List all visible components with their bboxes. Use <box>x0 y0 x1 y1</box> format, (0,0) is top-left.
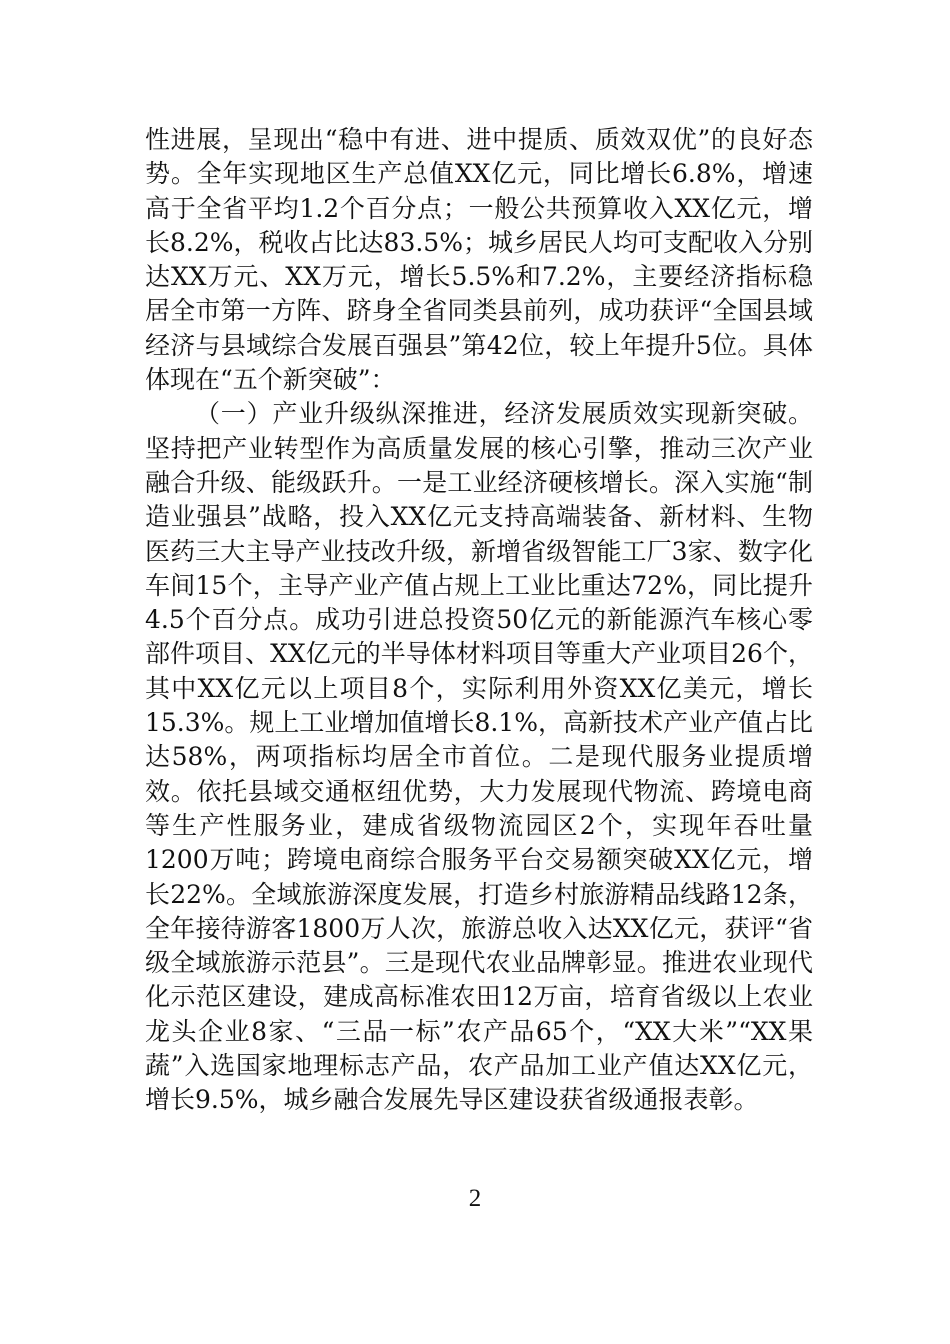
paragraph-intro: 性进展，呈现出“稳中有进、进中提质、质效双优”的良好态势。全年实现地区生产总值XX亿元，同比增长6.8%，增速高于全省平均1.2个百分点；一般公共预算收入XX亿元，增长8.2%，税收占比达83.5%；城乡居民人均可支配收入分别达XX万元、XX万元，增长5.5%和7.2%，主要经济指标稳居全市第一方阵、跻身全省同类县前列，成功获评“全国县域经济与县域综合发展百强县”第42位，较上年提升5位。具体体现在“五个新突破”： <box>145 125 813 395</box>
page-number: 2 <box>468 1185 482 1212</box>
body-text <box>145 123 813 1118</box>
paragraph-industry-upgrade: （一）产业升级纵深推进，经济发展质效实现新突破。坚持把产业转型作为高质量发展的核心引擎，推动三次产业融合升级、能级跃升。一是工业经济硬核增长。深入实施“制造业强县”战略，投入XX亿元支持高端装备、新材料、生物医药三大主导产业技改升级，新增省级智能工厂3家、数字化车间15个，主导产业产值占规上工业比重达72%，同比提升4.5个百分点。成功引进总投资50亿元的新能源汽车核心零部件项目、XX亿元的半导体材料项目等重大产业项目26个，其中XX亿元以上项目8个，实际利用外资XX亿美元，增长15.3%。规上工业增加值增长8.1%，高新技术产业产值占比达58%，两项指标均居全市首位。二是现代服务业提质增效。依托县域交通枢纽优势，大力发展现代物流、跨境电商等生产性服务业，建成省级物流园区2个，实现年吞吐量1200万吨；跨境电商综合服务平台交易额突破XX亿元，增长22%。全域旅游深度发展，打造乡村旅游精品线路12条，全年接待游客1800万人次，旅游总收入达XX亿元，获评“省级全域旅游示范县”。三是现代农业品牌彰显。推进农业现代化示范区建设，建成高标准农田12万亩，培育省级以上农业龙头企业8家、“三品一标”农产品65个，“XX大米”“XX果蔬”入选国家地理标志产品，农产品加工业产值达XX亿元，增长9.5%，城乡融合发展先导区建设获省级通报表彰。 <box>145 399 813 1115</box>
